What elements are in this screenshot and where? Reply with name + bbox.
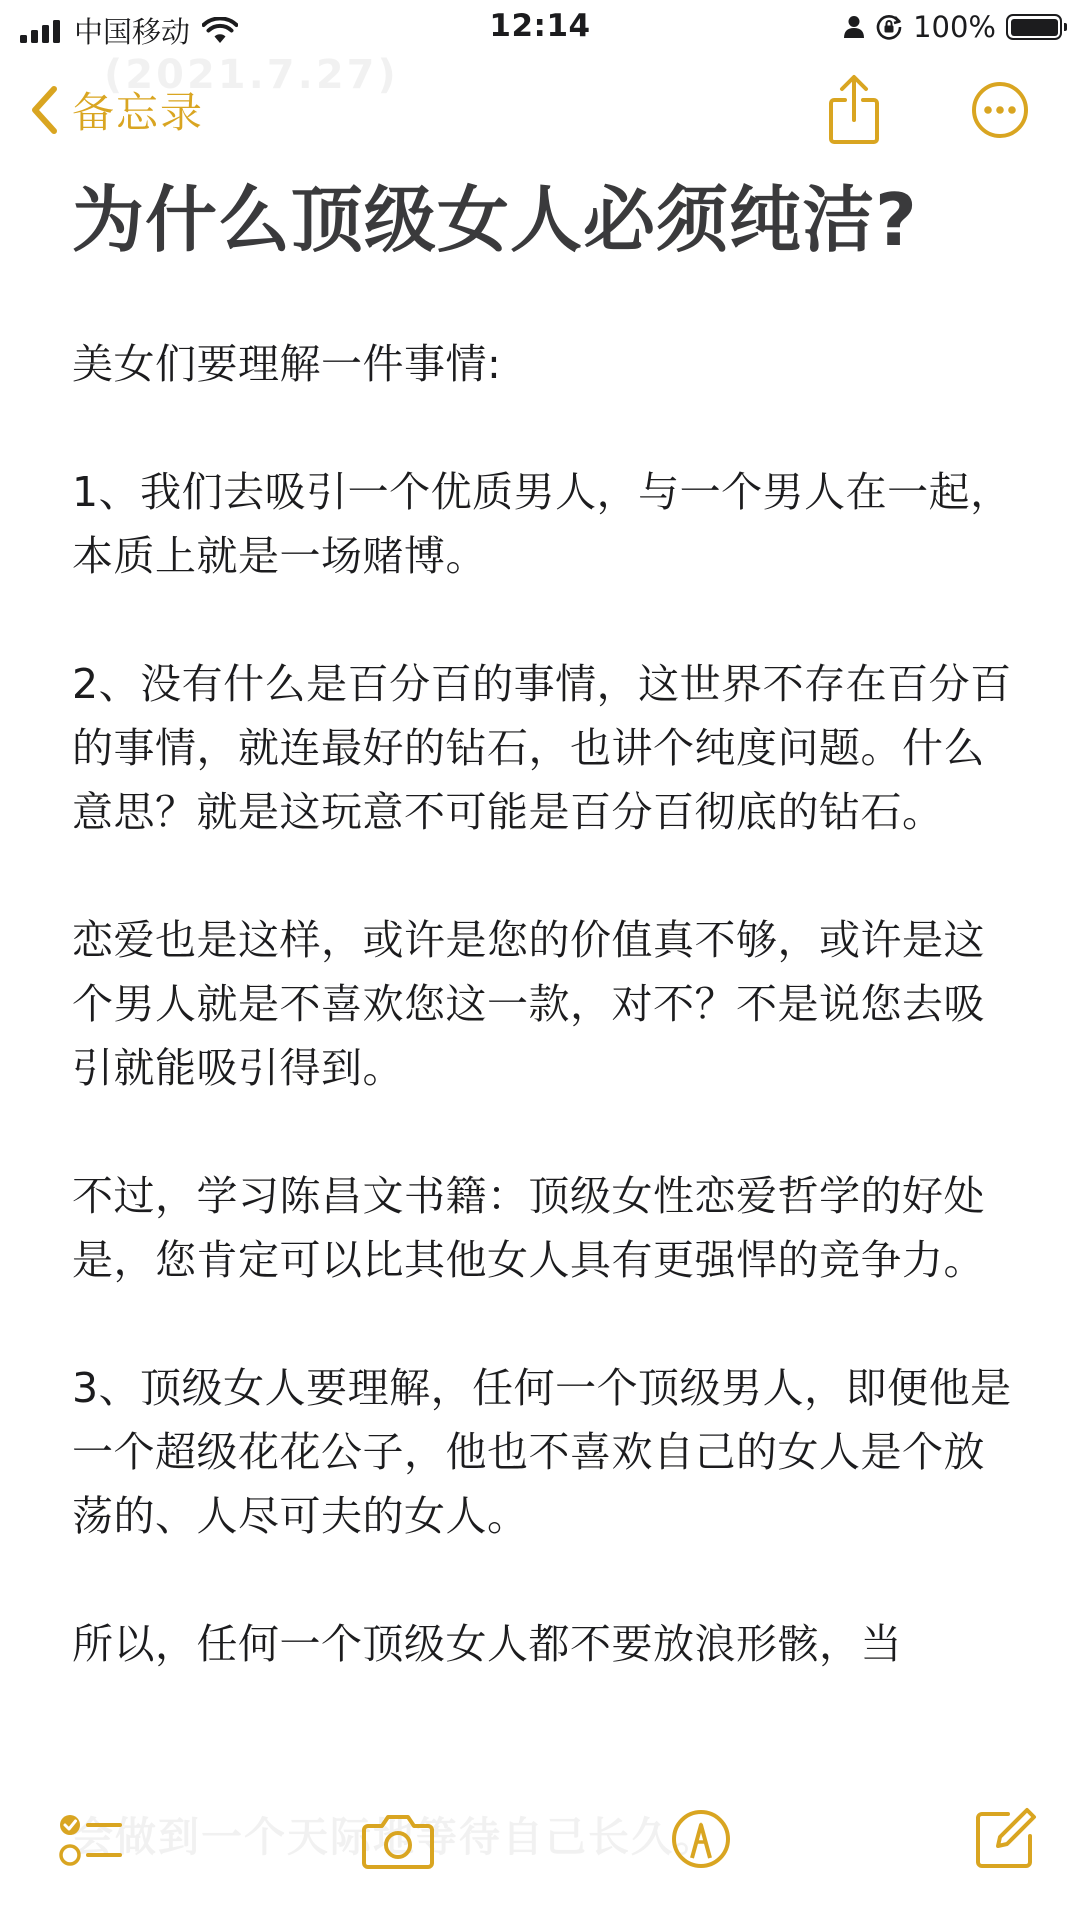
note-title[interactable]: 为什么顶级女人必须纯洁? bbox=[72, 178, 918, 262]
note-paragraph: 2、没有什么是百分百的事情，这世界不存在百分百的事情，就连最好的钻石，也讲个纯度问题。什么意思？就是这玩意不可能是百分百彻底的钻石。 bbox=[72, 660, 1012, 836]
checklist-icon bbox=[58, 1810, 124, 1870]
note-paragraph: 美女们要理解一件事情: bbox=[72, 340, 502, 388]
note-paragraph: 不过，学习陈昌文书籍：顶级女性恋爱哲学的好处是，您肯定可以比其他女人具有更强悍的竞争力。 bbox=[72, 1172, 985, 1284]
markup-button[interactable] bbox=[670, 1808, 732, 1874]
camera-icon bbox=[362, 1812, 434, 1870]
share-icon bbox=[826, 74, 882, 146]
note-paragraph: 恋爱也是这样，或许是您的价值真不够，或许是这个男人就是不喜欢您这一款，对不？不是说您去吸引就能吸引得到。 bbox=[72, 916, 985, 1092]
compose-icon bbox=[974, 1806, 1038, 1870]
nav-bar bbox=[0, 70, 1080, 150]
note-body[interactable] bbox=[72, 332, 1016, 1676]
more-button[interactable] bbox=[970, 80, 1030, 144]
status-bar bbox=[0, 0, 1080, 56]
chevron-left-icon bbox=[30, 85, 58, 135]
compose-button[interactable] bbox=[974, 1806, 1038, 1874]
orientation-lock-icon bbox=[875, 13, 903, 41]
bottom-toolbar bbox=[0, 1760, 1080, 1920]
status-right bbox=[843, 10, 1062, 44]
back-button[interactable] bbox=[30, 80, 204, 140]
status-time: 12:14 bbox=[489, 8, 591, 44]
share-button[interactable] bbox=[826, 74, 882, 150]
note-paragraph: 1、我们去吸引一个优质男人，与一个男人在一起，本质上就是一场赌博。 bbox=[72, 468, 1012, 580]
battery-fill bbox=[1011, 19, 1058, 36]
overlap-text-top: (2021.7.27) bbox=[104, 52, 399, 98]
person-icon bbox=[843, 15, 865, 39]
note-paragraph: 所以，任何一个顶级女人都不要放浪形骸，当 bbox=[72, 1620, 902, 1668]
more-icon bbox=[970, 80, 1030, 140]
note-paragraph: 3、顶级女人要理解，任何一个顶级男人，即便他是一个超级花花公子，他也不喜欢自己的女人是个放荡的、人尽可夫的女人。 bbox=[72, 1364, 1012, 1540]
camera-button[interactable] bbox=[362, 1812, 434, 1874]
battery-icon bbox=[1006, 14, 1062, 40]
checklist-button[interactable] bbox=[58, 1810, 124, 1874]
carrier-label: 中国移动 bbox=[74, 15, 191, 49]
back-label: 备忘录 bbox=[72, 88, 205, 137]
markup-icon bbox=[670, 1808, 732, 1870]
battery-percent: 100% bbox=[913, 10, 996, 44]
